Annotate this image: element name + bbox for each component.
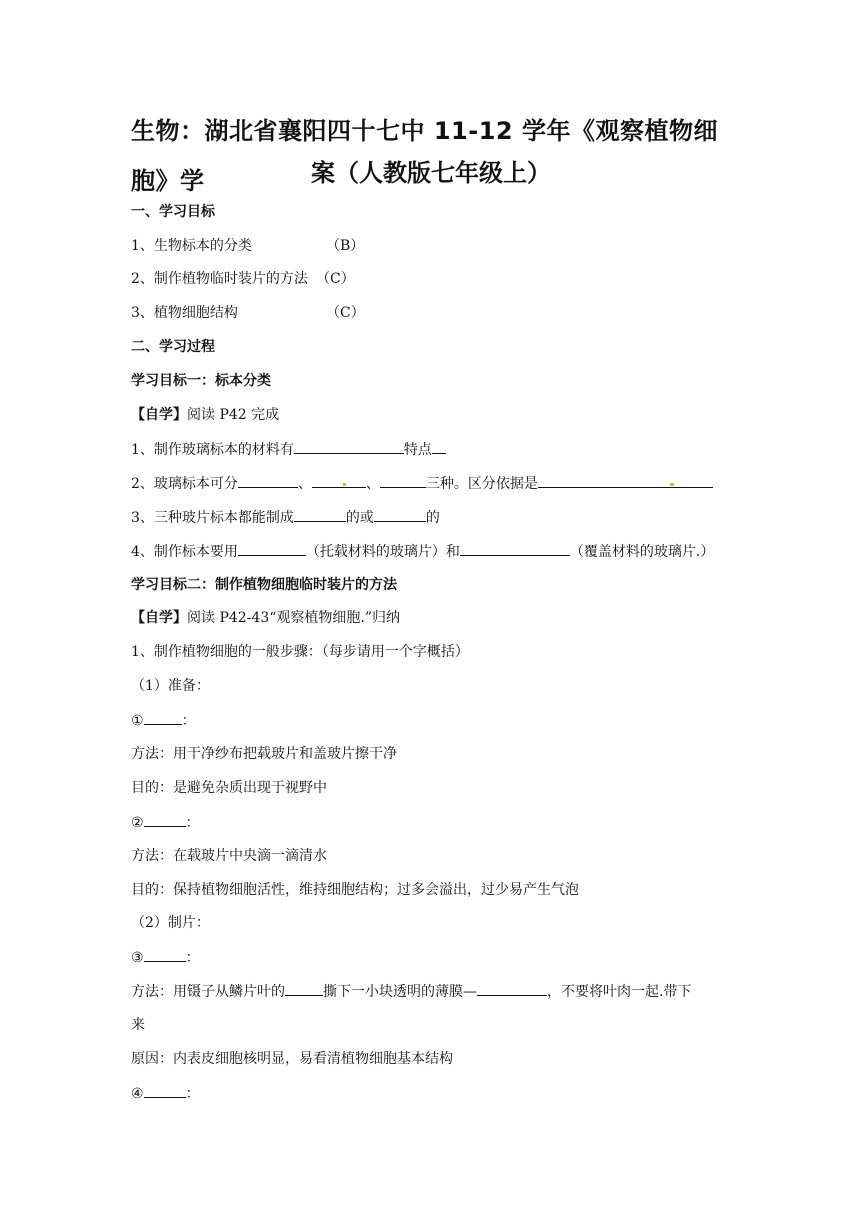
document-title-line-1: 生物：湖北省襄阳四十七中 11-12 学年《观察植物细胞》学 (131, 117, 718, 195)
question-text: 1、制作玻璃标本的材料有 (131, 442, 294, 458)
step-2 (131, 812, 200, 833)
self-study-tag: 【自学】 (131, 610, 187, 626)
section-heading-process: 二、学习过程 (131, 339, 215, 355)
question-text: 3、三种玻片标本都能制成 (131, 510, 294, 526)
goal-text: 3、植物细胞结构 (131, 305, 238, 321)
step-number: ③ (131, 950, 144, 966)
step-1 (131, 710, 196, 731)
goal-item (131, 303, 365, 323)
answer-blank[interactable] (477, 981, 547, 996)
step-colon: ： (185, 1086, 200, 1102)
self-study-instruction (131, 608, 400, 628)
goal-level: （B） (326, 238, 365, 254)
mark-dot (343, 483, 346, 486)
question-text: 的或 (345, 510, 374, 526)
goal-level: （C） (316, 271, 355, 287)
question-text: 方法：用镊子从鳞片叶的 (131, 984, 285, 1000)
section-heading-goals: 一、学习目标 (131, 204, 215, 220)
step-colon: ： (181, 713, 196, 729)
step-3-reason: 原因：内表皮细胞核明显，易看清植物细胞基本结构 (131, 1051, 453, 1067)
separator: 、 (365, 476, 380, 492)
question-text: （覆盖材料的玻璃片.） (569, 544, 715, 560)
answer-blank[interactable] (312, 473, 366, 488)
answer-blank[interactable] (285, 981, 323, 996)
step-3-method (131, 981, 691, 1002)
answer-blank[interactable] (538, 473, 713, 488)
goal-two-title: 学习目标二：制作植物细胞临时装片的方法 (131, 577, 397, 593)
answer-blank[interactable] (294, 439, 404, 454)
steps-intro: 1、制作植物细胞的一般步骤：（每步请用一个字概括） (131, 644, 469, 660)
goal-item (131, 269, 355, 289)
document-title-line-2: 案（人教版七年级上） (311, 159, 551, 187)
question-text: 的 (425, 510, 440, 526)
question-text: 三种。区分依据是 (425, 476, 538, 492)
step-2-purpose: 目的：保持植物细胞活性，维持细胞结构；过多会溢出，过少易产生气泡 (131, 882, 579, 898)
self-study-text: 阅读 P42 完成 (187, 407, 280, 423)
question-3 (131, 507, 440, 528)
question-4 (131, 541, 714, 562)
goal-text: 1、生物标本的分类 (131, 238, 252, 254)
answer-blank[interactable] (380, 473, 426, 488)
self-study-tag: 【自学】 (131, 407, 187, 423)
step-2-method: 方法：在载玻片中央滴一滴清水 (131, 848, 327, 864)
question-2 (131, 473, 713, 494)
goal-one-title: 学习目标一：标本分类 (131, 373, 271, 389)
step-1-purpose: 目的：是避免杂质出现于视野中 (131, 780, 327, 796)
goal-item (131, 236, 364, 256)
step-colon: ： (185, 950, 200, 966)
question-text: ，不要将叶肉一起.带下 (547, 984, 692, 1000)
step-3-method-continued: 来 (131, 1017, 145, 1033)
step-number: ① (131, 713, 144, 729)
make-heading: （2）制片： (131, 915, 210, 931)
question-text: （托载材料的玻璃片）和 (305, 544, 460, 560)
answer-blank[interactable] (238, 541, 306, 556)
question-text: 撕下一小块透明的薄膜— (323, 984, 477, 1000)
question-text: 4、制作标本要用 (131, 544, 238, 560)
answer-blank[interactable] (238, 473, 298, 488)
step-3 (131, 947, 200, 968)
goal-level: （C） (326, 305, 365, 321)
step-number: ④ (131, 1086, 144, 1102)
goal-text: 2、制作植物临时装片的方法 (131, 271, 308, 287)
question-text: 特点 (403, 442, 432, 458)
mark-dot (670, 483, 674, 486)
answer-blank[interactable] (144, 710, 182, 725)
answer-blank[interactable] (294, 507, 346, 522)
answer-blank[interactable] (432, 439, 446, 454)
step-number: ② (131, 815, 144, 831)
separator: 、 (297, 476, 312, 492)
step-colon: ： (185, 815, 200, 831)
answer-blank[interactable] (144, 947, 186, 962)
self-study-text: 阅读 P42-43“观察植物细胞.”归纳 (187, 610, 400, 626)
question-1 (131, 439, 446, 460)
question-text: 2、玻璃标本可分 (131, 476, 238, 492)
answer-blank[interactable] (374, 507, 426, 522)
prep-heading: （1）准备： (131, 678, 210, 694)
step-4 (131, 1083, 200, 1104)
step-1-method: 方法：用干净纱布把载玻片和盖玻片擦干净 (131, 746, 397, 762)
answer-blank[interactable] (460, 541, 570, 556)
answer-blank[interactable] (144, 812, 186, 827)
answer-blank[interactable] (144, 1083, 186, 1098)
self-study-instruction (131, 405, 279, 425)
